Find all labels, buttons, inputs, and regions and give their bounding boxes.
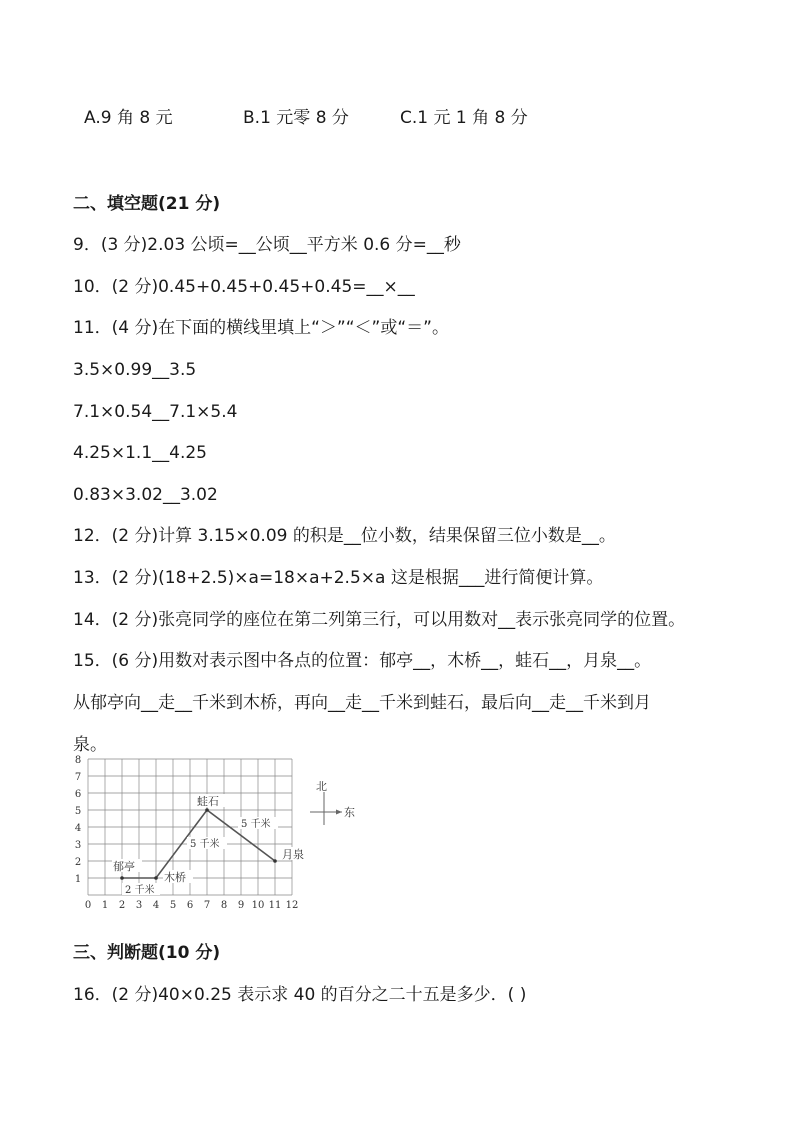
label-yuequan: 月泉 xyxy=(282,848,304,861)
x-tick-label: 9 xyxy=(237,900,245,911)
choice-a: A.9 角 8 元 xyxy=(84,108,173,128)
question-15: 15．(6 分)用数对表示图中各点的位置：郁亭__，木桥__，蛙石__，月泉__。 xyxy=(73,651,652,671)
compare-item-1: 3.5×0.99__3.5 xyxy=(73,360,197,380)
compare-item-2: 7.1×0.54__7.1×5.4 xyxy=(73,402,238,422)
x-axis-ticks xyxy=(85,900,299,911)
question-16: 16．(2 分)40×0.25 表示求 40 的百分之二十五是多少．( ) xyxy=(73,985,527,1005)
y-tick-label: 7 xyxy=(74,772,82,783)
y-tick-label: 5 xyxy=(74,806,82,817)
compass-icon xyxy=(310,780,355,825)
x-tick-label: 6 xyxy=(186,900,194,911)
x-tick-label: 10 xyxy=(251,900,265,911)
point-yuting xyxy=(120,876,124,880)
question-15-line-2: 从郁亭向__走__千米到木桥，再向__走__千米到蛙石，最后向__走__千米到月 xyxy=(73,693,651,713)
x-tick-label: 5 xyxy=(169,900,177,911)
compare-item-3: 4.25×1.1__4.25 xyxy=(73,443,207,463)
x-tick-label: 8 xyxy=(220,900,228,911)
point-muqiao xyxy=(154,876,158,880)
coordinate-grid-figure xyxy=(70,755,370,930)
y-tick-label: 4 xyxy=(74,823,82,834)
label-north: 北 xyxy=(316,780,327,793)
x-tick-label: 4 xyxy=(152,900,160,911)
label-washi: 蛙石 xyxy=(197,795,219,808)
x-tick-label: 7 xyxy=(203,900,211,911)
x-tick-label: 0 xyxy=(84,900,92,911)
y-tick-label: 8 xyxy=(74,755,82,766)
question-12: 12．(2 分)计算 3.15×0.09 的积是__位小数，结果保留三位小数是__。 xyxy=(73,526,616,546)
section-3-title: 三、判断题(10 分) xyxy=(73,943,221,963)
x-tick-label: 12 xyxy=(285,900,299,911)
label-5km-right: 5 千米 xyxy=(241,819,271,830)
question-13: 13．(2 分)(18+2.5)×a=18×a+2.5×a 这是根据___进行简便计算。 xyxy=(73,568,604,588)
y-tick-label: 2 xyxy=(74,857,82,868)
label-yuting: 郁亭 xyxy=(113,860,135,873)
label-muqiao: 木桥 xyxy=(164,871,186,884)
question-11: 11．(4 分)在下面的横线里填上“＞”“＜”或“＝”。 xyxy=(73,318,449,338)
choice-c: C.1 元 1 角 8 分 xyxy=(400,108,528,128)
x-tick-label: 1 xyxy=(101,900,109,911)
point-washi xyxy=(205,808,209,812)
x-tick-label: 2 xyxy=(118,900,126,911)
label-east: 东 xyxy=(344,806,355,819)
label-2km: 2 千米 xyxy=(125,885,155,896)
question-14: 14．(2 分)张亮同学的座位在第二列第三行，可以用数对__表示张亮同学的位置。 xyxy=(73,610,686,630)
x-tick-label: 3 xyxy=(135,900,143,911)
point-yuequan xyxy=(273,859,277,863)
y-tick-label: 3 xyxy=(74,840,82,851)
choice-b: B.1 元零 8 分 xyxy=(243,108,349,128)
question-10: 10．(2 分)0.45+0.45+0.45+0.45=__×__ xyxy=(73,277,415,297)
y-axis-ticks xyxy=(75,755,81,885)
x-tick-label: 11 xyxy=(268,900,282,911)
section-2-title: 二、填空题(21 分) xyxy=(73,194,221,214)
label-5km-left: 5 千米 xyxy=(190,839,220,850)
y-tick-label: 1 xyxy=(74,874,82,885)
question-15-line-3: 泉。 xyxy=(73,735,107,755)
y-tick-label: 6 xyxy=(74,789,82,800)
question-9: 9．(3 分)2.03 公顷=__公顷__平方米 0.6 分=__秒 xyxy=(73,235,461,255)
compare-item-4: 0.83×3.02__3.02 xyxy=(73,485,218,505)
